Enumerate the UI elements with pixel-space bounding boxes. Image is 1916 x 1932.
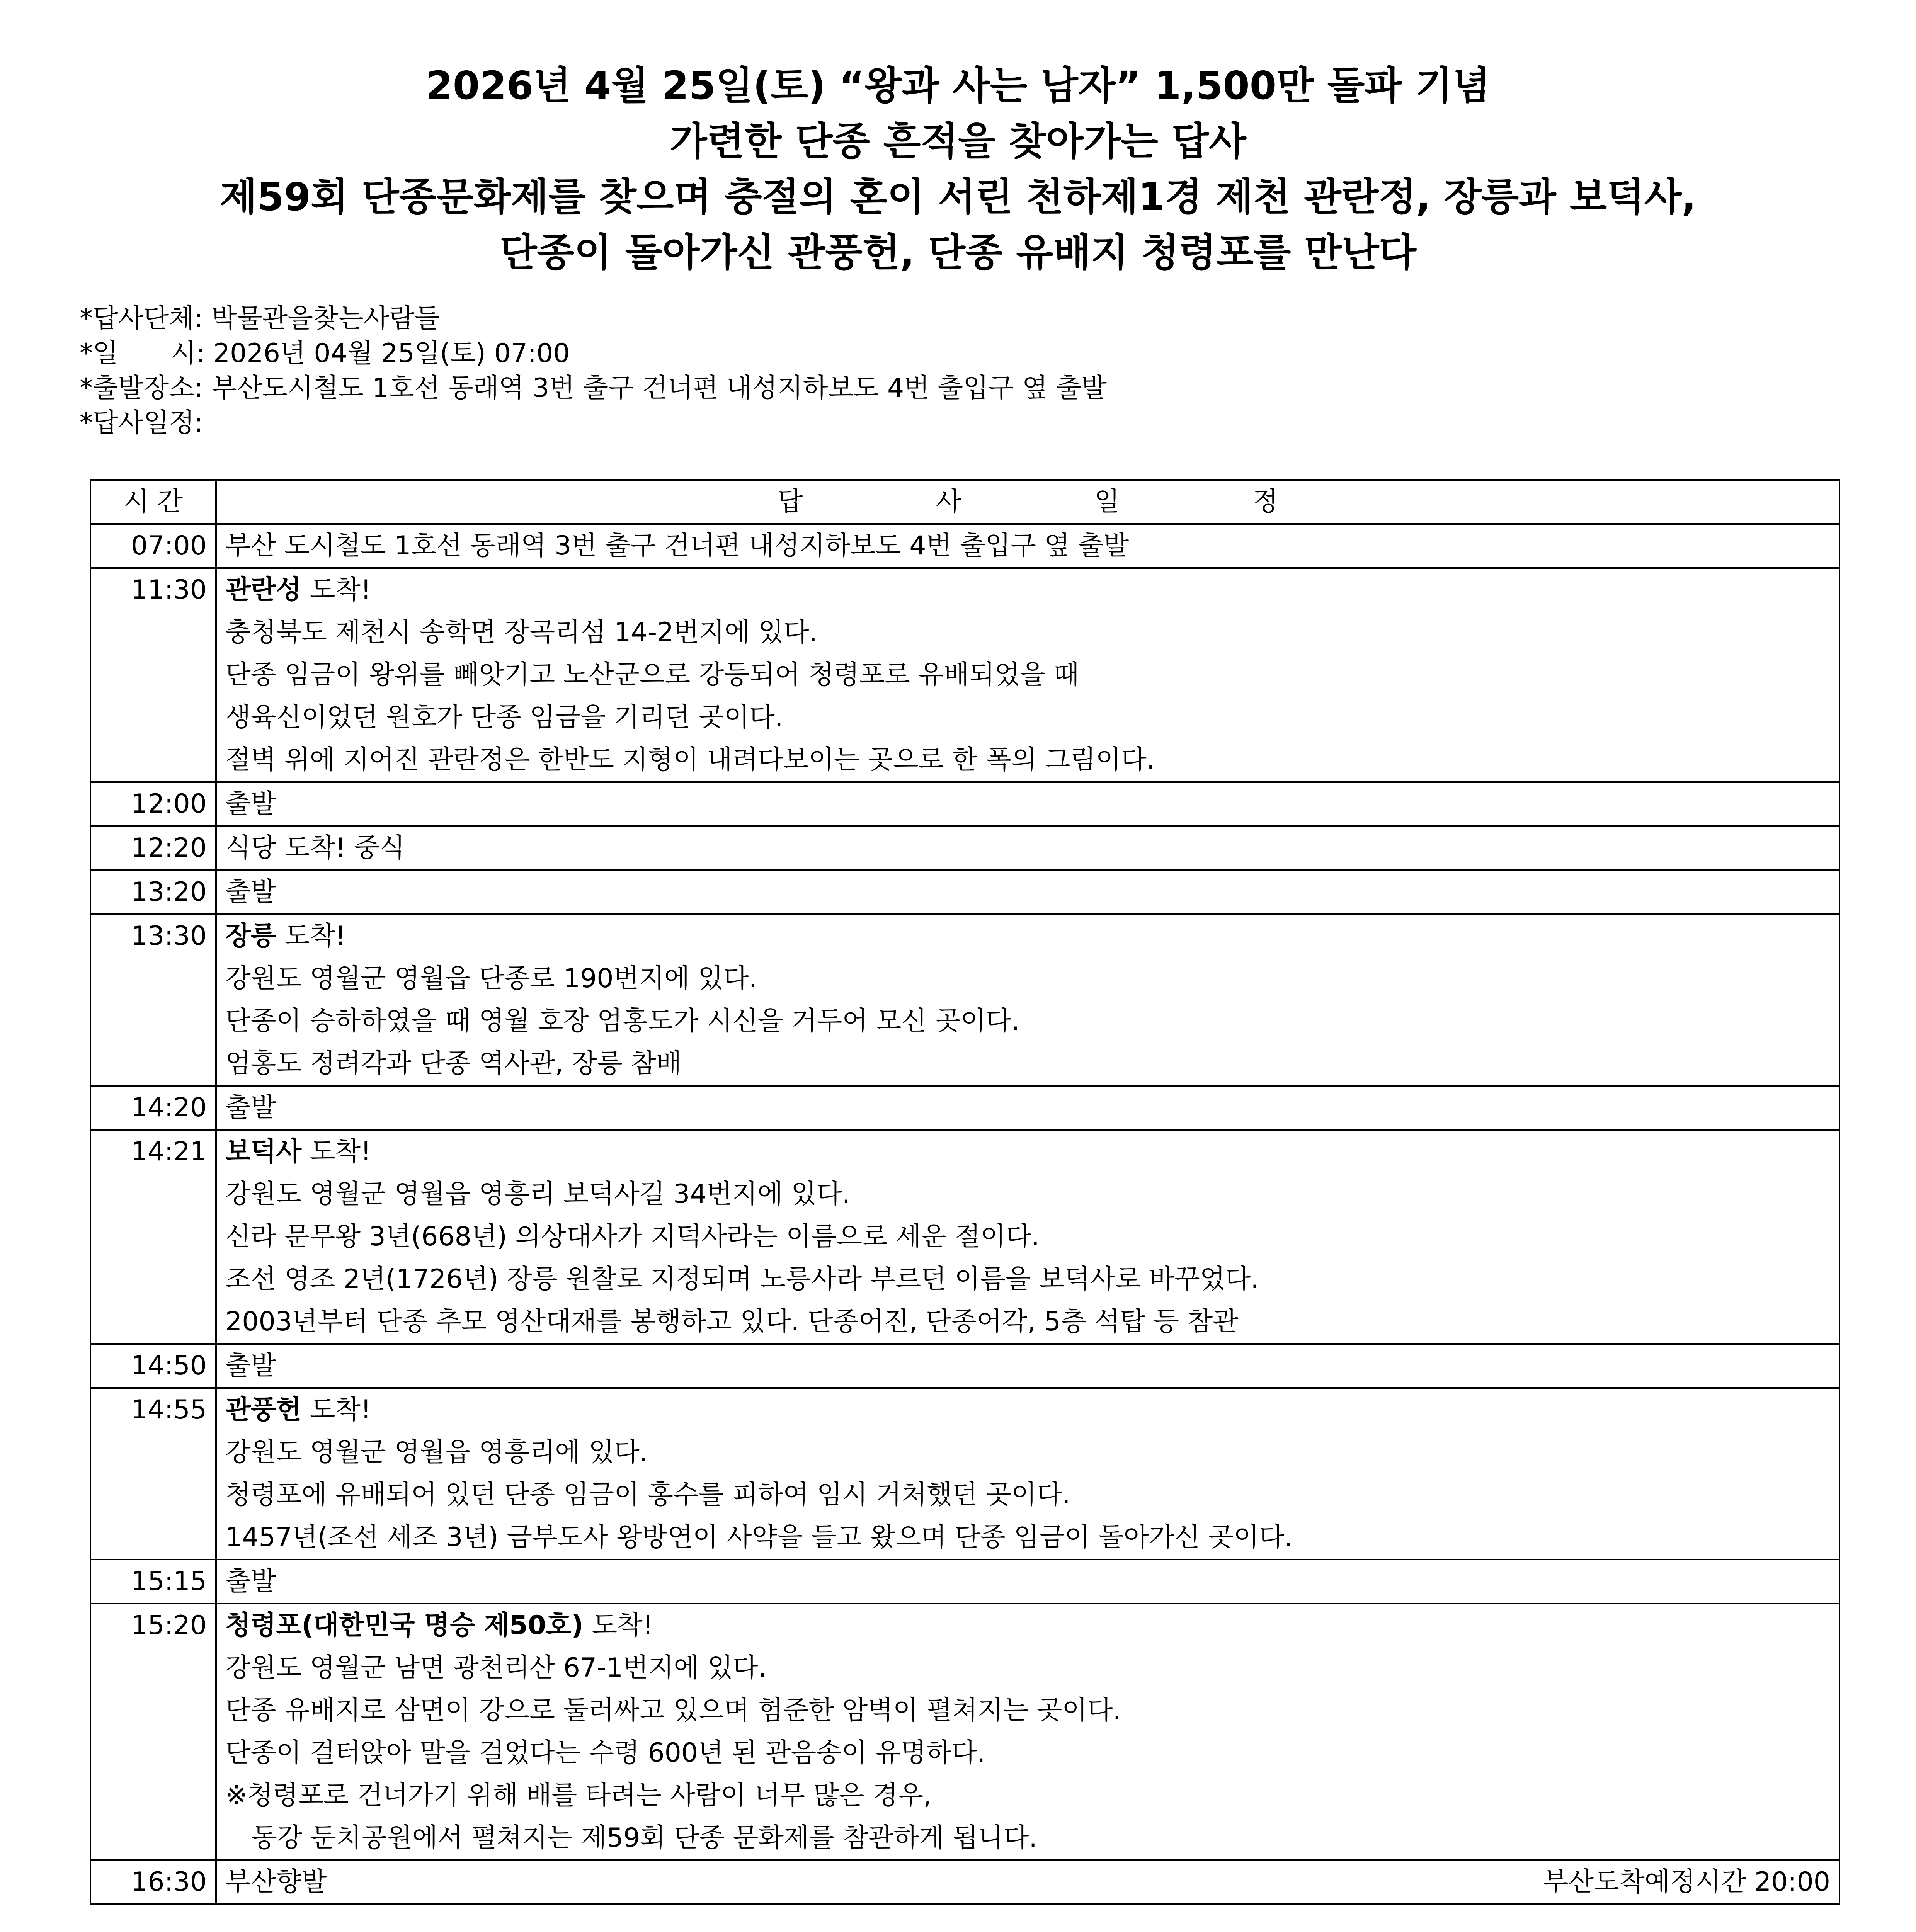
schedule-line: 단종이 걸터앉아 말을 걸었다는 수령 600년 된 관음송이 유명하다. — [225, 1738, 985, 1768]
schedule-line: 출발 — [225, 877, 276, 907]
header-char: 정 — [1252, 486, 1278, 517]
schedule-time: 14:50 — [90, 1344, 216, 1388]
stop-heading — [225, 1131, 1830, 1173]
schedule-time: 16:30 — [90, 1860, 216, 1904]
schedule-description — [216, 1388, 1839, 1560]
schedule-row — [90, 782, 1839, 826]
schedule-time: 15:20 — [90, 1604, 216, 1860]
schedule-time: 07:00 — [90, 524, 216, 568]
schedule-description — [216, 1604, 1839, 1860]
stop-arrival-label: 도착! — [301, 1136, 371, 1167]
title-line-3: 제59회 단종문화제를 찾으며 충절의 혼이 서린 천하제1경 제천 관란정, 장릉과 보덕사, — [220, 174, 1696, 219]
title-line-1: 2026년 4월 25일(토) “왕과 사는 남자” 1,500만 돌파 기념 — [426, 63, 1490, 108]
schedule-line: 출발 — [225, 1566, 276, 1597]
schedule-time: 13:30 — [90, 914, 216, 1086]
schedule-table — [90, 479, 1840, 1905]
schedule-line: 강원도 영월군 남면 광천리산 67-1번지에 있다. — [225, 1653, 767, 1683]
schedule-row — [90, 524, 1839, 568]
info-schedule-label: *답사일정: — [80, 408, 203, 438]
schedule-line: 절벽 위에 지어진 관란정은 한반도 지형이 내려다보이는 곳으로 한 폭의 그림이다. — [225, 745, 1155, 775]
schedule-line: 출발 — [225, 1092, 276, 1123]
schedule-line: 2003년부터 단종 추모 영산대재를 봉행하고 있다. 단종어진, 단종어각, 5층 석탑 등 참관 — [225, 1306, 1238, 1337]
schedule-row — [90, 1560, 1839, 1604]
schedule-description — [216, 568, 1839, 782]
stop-heading — [225, 569, 1830, 611]
schedule-line: 강원도 영월군 영월읍 영흥리에 있다. — [225, 1437, 648, 1468]
schedule-description — [216, 914, 1839, 1086]
stop-arrival-label: 도착! — [301, 575, 371, 605]
stop-name: 보덕사 — [225, 1136, 302, 1167]
schedule-row — [90, 870, 1839, 914]
info-date: *일 시: 2026년 04월 25일(토) 07:00 — [80, 338, 570, 369]
schedule-time: 12:20 — [90, 826, 216, 870]
schedule-line: 엄홍도 정려각과 단종 역사관, 장릉 참배 — [225, 1048, 682, 1079]
stop-name: 관풍헌 — [225, 1395, 302, 1425]
stop-heading — [225, 1604, 1830, 1647]
schedule-line: 강원도 영월군 영월읍 영흥리 보덕사길 34번지에 있다. — [225, 1179, 851, 1209]
schedule-row — [90, 826, 1839, 870]
header-schedule — [216, 480, 1839, 524]
schedule-line: 강원도 영월군 영월읍 단종로 190번지에 있다. — [225, 963, 757, 994]
schedule-row — [90, 1604, 1839, 1860]
schedule-time: 12:00 — [90, 782, 216, 826]
schedule-line: 식당 도착! 중식 — [225, 833, 405, 863]
schedule-time: 15:15 — [90, 1560, 216, 1604]
schedule-description — [216, 782, 1839, 826]
schedule-line: 조선 영조 2년(1726년) 장릉 원찰로 지정되며 노릉사라 부르던 이름을 보덕사로 바꾸었다. — [225, 1264, 1259, 1294]
schedule-description — [216, 1130, 1839, 1344]
schedule-row — [90, 1388, 1839, 1560]
schedule-line-indented: 동강 둔치공원에서 펼쳐지는 제59회 단종 문화제를 참관하게 됩니다. — [252, 1823, 1038, 1853]
schedule-row — [90, 1130, 1839, 1344]
stop-arrival-label: 도착! — [301, 1395, 371, 1425]
schedule-line: 단종 임금이 왕위를 빼앗기고 노산군으로 강등되어 청령포로 유배되었을 때 — [225, 660, 1079, 690]
stop-name: 청령포(대한민국 명승 제50호) — [225, 1610, 584, 1641]
stop-name: 장릉 — [225, 921, 276, 951]
schedule-header-row — [90, 480, 1839, 524]
schedule-description — [216, 1344, 1839, 1388]
schedule-line: 부산향발 — [225, 1867, 327, 1897]
stop-heading — [225, 1389, 1830, 1431]
schedule-line: ※청령포로 건너가기 위해 배를 타려는 사람이 너무 많은 경우, — [225, 1780, 932, 1811]
stop-heading — [225, 915, 1830, 957]
schedule-line: 청령포에 유배되어 있던 단종 임금이 홍수를 피하여 임시 거처했던 곳이다. — [225, 1480, 1070, 1510]
schedule-description — [216, 1860, 1839, 1904]
info-group: *답사단체: 박물관을찾는사람들 — [80, 303, 440, 334]
schedule-row — [90, 568, 1839, 782]
schedule-line: 1457년(조선 세조 3년) 금부도사 왕방연이 사약을 들고 왔으며 단종 임금이 돌아가신 곳이다. — [225, 1522, 1293, 1553]
header-time: 시 간 — [90, 480, 216, 524]
schedule-time: 11:30 — [90, 568, 216, 782]
schedule-time: 14:55 — [90, 1388, 216, 1560]
schedule-description — [216, 826, 1839, 870]
schedule-line: 생육신이었던 원호가 단종 임금을 기리던 곳이다. — [225, 702, 783, 733]
header-char: 일 — [1094, 486, 1120, 517]
schedule-line: 충청북도 제천시 송학면 장곡리섬 14-2번지에 있다. — [225, 617, 818, 648]
schedule-line: 신라 문무왕 3년(668년) 의상대사가 지덕사라는 이름으로 세운 절이다. — [225, 1221, 1040, 1252]
schedule-line: 출발 — [225, 789, 276, 819]
schedule-time: 14:20 — [90, 1086, 216, 1130]
header-char: 사 — [936, 486, 961, 517]
schedule-line: 단종 유배지로 삼면이 강으로 둘러싸고 있으며 험준한 암벽이 펼쳐지는 곳이다. — [225, 1695, 1121, 1726]
schedule-line: 단종이 승하하였을 때 영월 호장 엄홍도가 시신을 거두어 모신 곳이다. — [225, 1006, 1020, 1036]
title-line-2: 가련한 단종 흔적을 찾아가는 답사 — [670, 119, 1246, 164]
schedule-description — [216, 1086, 1839, 1130]
schedule-row — [90, 1344, 1839, 1388]
document-title — [0, 58, 1916, 281]
schedule-row — [90, 1086, 1839, 1130]
schedule-description — [216, 870, 1839, 914]
stop-name: 관란성 — [225, 575, 302, 605]
schedule-row — [90, 1860, 1839, 1904]
schedule-time: 13:20 — [90, 870, 216, 914]
stop-arrival-label: 도착! — [583, 1610, 653, 1641]
header-char: 답 — [777, 486, 803, 517]
info-departure: *출발장소: 부산도시철도 1호선 동래역 3번 출구 건너편 내성지하보도 4번 출입구 옆 출발 — [80, 373, 1107, 403]
schedule-description — [216, 524, 1839, 568]
schedule-time: 14:21 — [90, 1130, 216, 1344]
schedule-line: 부산 도시철도 1호선 동래역 3번 출구 건너편 내성지하보도 4번 출입구 옆 출발 — [225, 531, 1129, 561]
arrival-time: 부산도착예정시간 20:00 — [1543, 1867, 1830, 1897]
title-line-4: 단종이 돌아가신 관풍헌, 단종 유배지 청령포를 만난다 — [499, 230, 1417, 275]
stop-arrival-label: 도착! — [276, 921, 346, 951]
trip-info — [80, 301, 1838, 440]
schedule-description — [216, 1560, 1839, 1604]
schedule-line: 출발 — [225, 1350, 276, 1381]
schedule-row — [90, 914, 1839, 1086]
